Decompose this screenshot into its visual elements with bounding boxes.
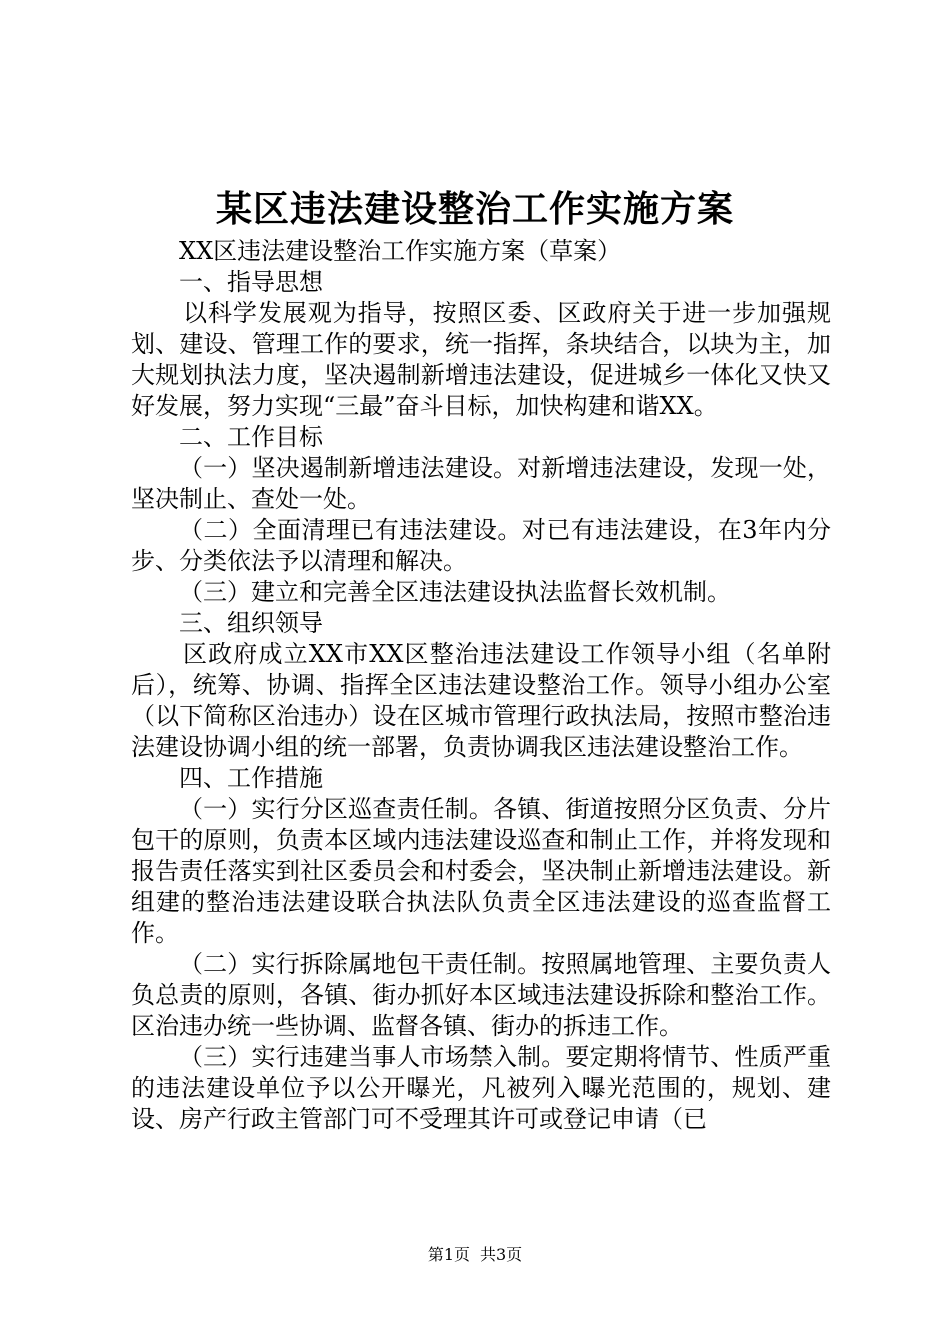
document-title: 某区违法建设整治工作实施方案 bbox=[215, 188, 734, 230]
document-body bbox=[131, 236, 831, 1135]
paragraph-goal-3: （三）建立和完善全区违法建设执法监督长效机制。 bbox=[179, 578, 731, 606]
page-footer bbox=[0, 1244, 950, 1266]
paragraph-measure-3: （三）实行违建当事人市场禁入制。要定期将情节、性质严重的违法建设单位予以公开曝光，凡被列入曝光范围的，规划、建设、房产行政主管部门可不受理其许可或登记申请（已 bbox=[131, 1043, 831, 1133]
page-number: 第1页 bbox=[427, 1245, 470, 1264]
page-total: 共3页 bbox=[480, 1245, 523, 1264]
paragraph-organization: 区政府成立XX市XX区整治违法建设工作领导小组（名单附后），统筹、协调、指挥全区违法建设整治工作。领导小组办公室（以下简称区治违办）设在区城市管理行政执法局，按照市整治违法建设协调小组的统一部署，负责协调我区违法建设整治工作。 bbox=[131, 640, 831, 761]
section-heading-work-measures: 四、工作措施 bbox=[179, 764, 323, 792]
paragraph-guiding-ideology: 以科学发展观为指导，按照区委、区政府关于进一步加强规划、建设、管理工作的要求，统一指挥，条块结合，以块为主，加大规划执法力度，坚决遏制新增违法建设，促进城乡一体化又快又好发展，努力实现“三最”奋斗目标，加快构建和谐XX。 bbox=[131, 299, 831, 420]
paragraph-goal-1: （一）坚决遏制新增违法建设。对新增违法建设，发现一处，坚决制止、查处一处。 bbox=[131, 454, 831, 513]
paragraph-measure-2: （二）实行拆除属地包干责任制。按照属地管理、主要负责人负总责的原则，各镇、街办抓好本区域违法建设拆除和整治工作。区治违办统一些协调、监督各镇、街办的拆违工作。 bbox=[131, 950, 831, 1040]
section-heading-guiding-ideology: 一、指导思想 bbox=[179, 268, 323, 296]
paragraph-goal-2: （二）全面清理已有违法建设。对已有违法建设，在3年内分步、分类依法予以清理和解决。 bbox=[131, 516, 831, 575]
section-heading-organization: 三、组织领导 bbox=[179, 609, 323, 637]
paragraph-measure-1: （一）实行分区巡查责任制。各镇、街道按照分区负责、分片包干的原则，负责本区域内违法建设巡查和制止工作，并将发现和报告责任落实到社区委员会和村委会，坚决制止新增违法建设。新组建的整治违法建设联合执法队负责全区违法建设的巡查监督工作。 bbox=[131, 795, 831, 947]
document-subtitle: XX区违法建设整治工作实施方案（草案） bbox=[179, 237, 622, 265]
section-heading-work-goals: 二、工作目标 bbox=[179, 423, 323, 451]
